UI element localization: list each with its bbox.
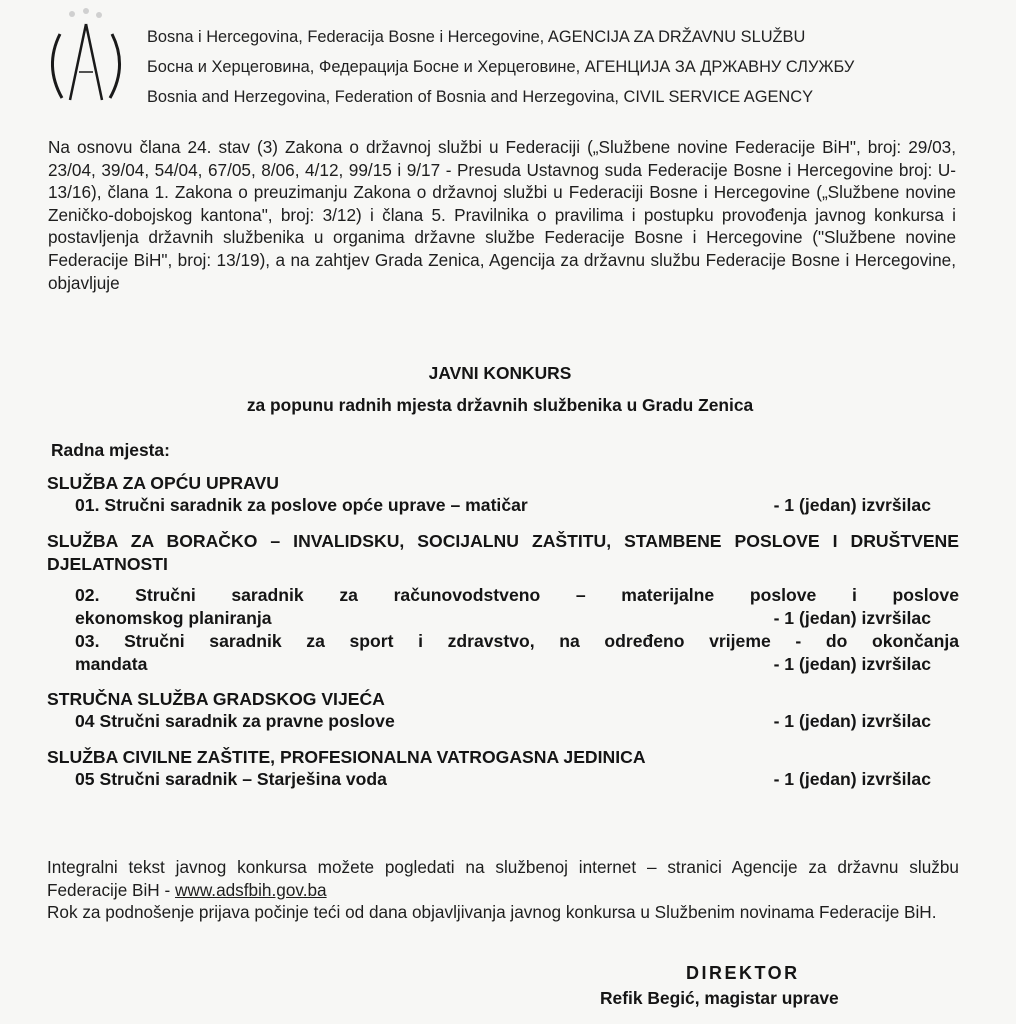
- position-item: [47, 630, 959, 676]
- agency-logo: [40, 6, 132, 112]
- section-heading: SLUŽBA ZA BORAČKO – INVALIDSKU, SOCIJALNU ZAŠTITU, STAMBENE POSLOVE I DRUŠTVENE DJELATNOSTI: [47, 531, 959, 574]
- position-name: 05 Stručni saradnik – Starješina voda: [75, 769, 387, 789]
- header-line-english: Bosnia and Herzegovina, Federation of Bosnia and Herzegovina, CIVIL SERVICE AGENCY: [147, 88, 814, 106]
- position-name: 04 Stručni saradnik za pravne poslove: [75, 711, 395, 731]
- position-name-continued: mandata: [75, 654, 148, 674]
- position-count: - 1 (jedan) izvršilac: [773, 608, 931, 628]
- positions-list: [47, 472, 959, 792]
- footer-text-2: Rok za podnošenje prijava počinje teći od dana objavljivanja javnog konkursa u Službenim novinama Federacije BiH.: [47, 902, 937, 923]
- header-line-cyrillic: Босна и Херцеговина, Федерација Босне и Херцеговине, АГЕНЦИЈА ЗА ДРЖАВНУ СЛУЖБУ: [147, 58, 855, 76]
- section-heading: STRUČNA SLUŽBA GRADSKOG VIJEĆA: [47, 689, 385, 709]
- position-count: - 1 (jedan) izvršilac: [773, 711, 931, 731]
- signature-role: DIREKTOR: [686, 963, 800, 983]
- intro-paragraph: Na osnovu člana 24. stav (3) Zakona o državnoj službi u Federaciji („Službene novine Federacije BiH", broj: 29/03, 23/04, 39/04, 54/04, 67/05, 8/06, 4/12, 99/15 i 9/17 - Presuda Ustavnog suda Federacije Bosne i Hercegovine broj: U-13/16), člana 1. Zakona o preuzimanju Zakona o državnoj službi u Federaciji Bosne i Hercegovine („Službene novine Zeničko-dobojskog kantona", broj: 3/12) i člana 5. Pravilnika o pravilima i postupku provođenja javnog konkursa i postavljenja državnih službenika u organima državne službe Federacije Bosne i Hercegovine ("Službene novine Federacije BiH", broj: 13/19), a na zahtjev Grada Zenica, Agencija za državnu službu Federacije Bosne i Hercegovine, objavljuje: [48, 137, 956, 293]
- position-name: 02. Stručni saradnik za računovodstveno – materijalne poslove i poslove: [75, 585, 959, 605]
- positions-label: Radna mjesta:: [51, 440, 170, 460]
- position-item: [47, 584, 959, 630]
- section-heading: SLUŽBA CIVILNE ZAŠTITE, PROFESIONALNA VATROGASNA JEDINICA: [47, 747, 646, 767]
- position-name: 03. Stručni saradnik za sport i zdravstvo, na određeno vrijeme - do okončanja: [75, 631, 959, 651]
- position-name-continued: ekonomskog planiranja: [75, 608, 272, 628]
- footer-paragraph: [47, 856, 959, 924]
- document-title: JAVNI KONKURS: [428, 363, 572, 383]
- position-count: - 1 (jedan) izvršilac: [773, 495, 931, 515]
- footer-text-1: Integralni tekst javnog konkursa možete pogledati na službenoj internet – stranici Agencije za državnu službu Federacije BiH -: [47, 857, 959, 900]
- document-subtitle: za popunu radnih mjesta državnih službenika u Gradu Zenica: [246, 395, 754, 415]
- position-count: - 1 (jedan) izvršilac: [773, 654, 931, 674]
- position-item: [47, 769, 959, 792]
- position-count: - 1 (jedan) izvršilac: [773, 769, 931, 789]
- header-line-latin: Bosna i Hercegovina, Federacija Bosne i Hercegovine, AGENCIJA ZA DRŽAVNU SLUŽBU: [147, 28, 806, 46]
- signature-name: Refik Begić, magistar uprave: [600, 988, 839, 1008]
- position-item: [47, 495, 959, 518]
- agency-website-link[interactable]: www.adsfbih.gov.ba: [175, 879, 327, 900]
- section-heading: SLUŽBA ZA OPĆU UPRAVU: [47, 473, 279, 493]
- agency-header: [147, 22, 854, 112]
- position-name: 01. Stručni saradnik za poslove opće uprave – matičar: [75, 495, 528, 515]
- position-item: [47, 711, 959, 734]
